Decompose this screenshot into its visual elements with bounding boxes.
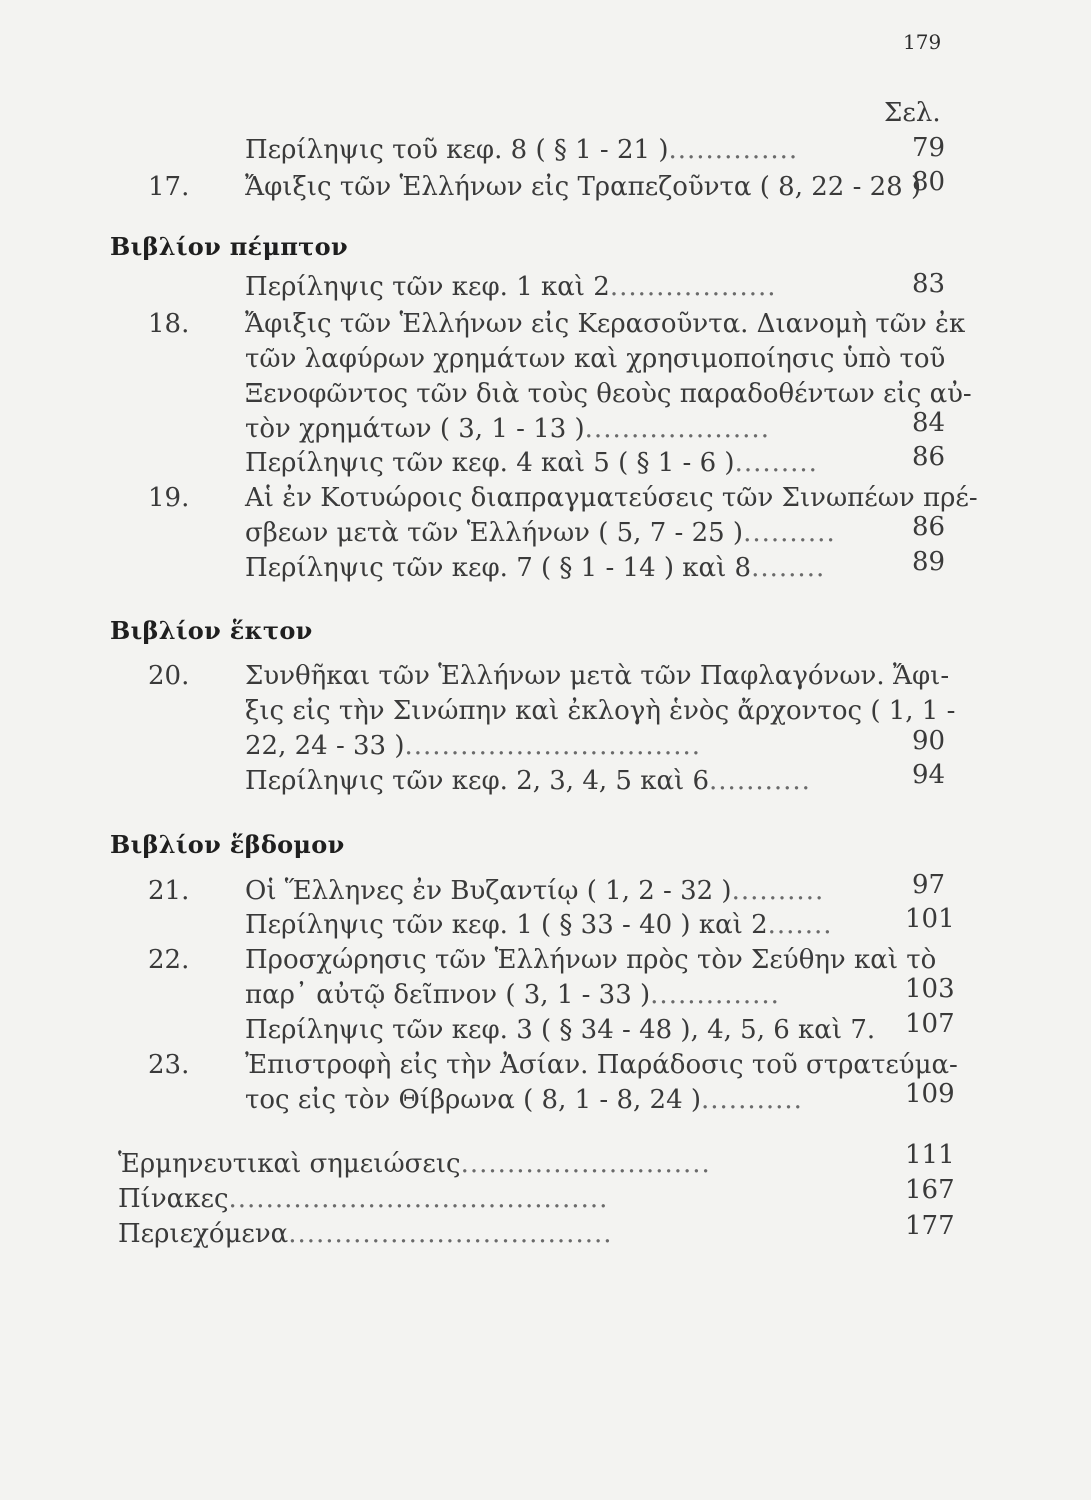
toc-page-number: 83 xyxy=(912,269,946,299)
toc-entry-text: Περίληψις τῶν κεφ. 4 καὶ 5 ( § 1 - 6 ) xyxy=(245,448,735,478)
toc-entry-text: Περίληψις τῶν κεφ. 2, 3, 4, 5 καὶ 6 xyxy=(245,766,710,796)
toc-entry xyxy=(245,1083,803,1117)
toc-entry-text: 22, 24 - 33 ) xyxy=(245,731,405,761)
toc-page-number: 86 xyxy=(912,512,946,542)
toc-entry-text: Πίνακες xyxy=(118,1184,229,1214)
toc-entry xyxy=(245,412,770,446)
toc-entry xyxy=(245,978,780,1012)
toc-entry-number: 19. xyxy=(148,483,190,513)
toc-page-number: 101 xyxy=(905,904,955,934)
toc-entry-text: Ἑρμηνευτικαὶ σημειώσεις xyxy=(118,1149,461,1179)
toc-entry-number: 23. xyxy=(148,1050,190,1080)
toc-entry-text: Περίληψις τῶν κεφ. 7 ( § 1 - 14 ) καὶ 8 xyxy=(245,553,752,583)
toc-entry xyxy=(245,908,833,942)
toc-entry xyxy=(118,1217,613,1251)
toc-page-number: 86 xyxy=(912,442,946,472)
toc-entry-text: Ἄφιξις τῶν Ἑλλήνων εἰς Τραπεζοῦντα ( 8, 22 - 28 ) xyxy=(245,172,922,202)
toc-page-number: 80 xyxy=(912,167,946,197)
toc-page-number: 107 xyxy=(905,1009,955,1039)
toc-entry-number: 22. xyxy=(148,945,190,975)
toc-entry-text: Οἱ Ἕλληνες ἐν Βυζαντίῳ ( 1, 2 - 32 ) xyxy=(245,876,732,906)
leader-dots: .............. xyxy=(668,135,799,165)
toc-entry-text: Περίληψις τῶν κεφ. 1 ( § 33 - 40 ) καὶ 2 xyxy=(245,910,768,940)
toc-page-number: 84 xyxy=(912,408,946,438)
leader-dots: .......... xyxy=(731,876,825,906)
toc-page-number: 177 xyxy=(905,1211,955,1241)
toc-entry-text: Περίληψις τῶν κεφ. 3 ( § 34 - 48 ), 4, 5, 6 καὶ 7. xyxy=(245,1015,876,1045)
section-heading: Βιβλίον ἕβδομον xyxy=(110,830,345,859)
toc-entry-text: Ἐπιστροφὴ εἰς τὴν Ἀσίαν. Παράδοσις τοῦ στρατεύμα- xyxy=(245,1050,958,1080)
toc-entry-number: 18. xyxy=(148,309,190,339)
page-column-header: Σελ. xyxy=(884,98,941,128)
leader-dots: ................................... xyxy=(288,1219,613,1249)
toc-page-number: 97 xyxy=(912,870,946,900)
toc-entry xyxy=(245,551,825,585)
leader-dots: .............. xyxy=(650,980,780,1010)
toc-page-number: 109 xyxy=(905,1079,955,1109)
toc-page-number: 90 xyxy=(912,726,946,756)
toc-page-number: 111 xyxy=(905,1140,955,1170)
leader-dots: ........... xyxy=(709,766,811,796)
toc-entry xyxy=(245,764,811,798)
toc-entry-text: Περίληψις τῶν κεφ. 1 καὶ 2 xyxy=(245,272,610,302)
toc-entry xyxy=(245,133,798,167)
toc-page-number: 89 xyxy=(912,547,946,577)
leader-dots: ......... xyxy=(734,448,818,478)
toc-entry xyxy=(245,516,836,550)
toc-entry-number: 17. xyxy=(148,172,190,202)
toc-entry-text: Ξενοφῶντος τῶν διὰ τοὺς θεοὺς παραδοθέντων εἰς αὐ- xyxy=(245,379,972,409)
toc-entry-text: τὸν χρημάτων ( 3, 1 - 13 ) xyxy=(245,414,585,444)
leader-dots: .................... xyxy=(584,414,770,444)
toc-page-number: 94 xyxy=(912,760,946,790)
leader-dots: .......... xyxy=(743,518,836,548)
toc-entry-number: 21. xyxy=(148,876,190,906)
section-heading: Βιβλίον ἕκτον xyxy=(110,616,313,645)
toc-page-number: 167 xyxy=(905,1175,955,1205)
toc-entry xyxy=(118,1147,711,1181)
toc-entry xyxy=(245,729,701,763)
toc-entry-text: Ἄφιξις τῶν Ἑλλήνων εἰς Κερασοῦντα. Διανομὴ τῶν ἐκ xyxy=(245,309,966,339)
leader-dots: ........................... xyxy=(460,1149,711,1179)
toc-entry-text: ξις εἰς τὴν Σινώπην καὶ ἐκλογὴ ἑνὸς ἄρχοντος ( 1, 1 - xyxy=(245,696,956,726)
toc-entry xyxy=(245,446,818,480)
toc-entry-text: Αἱ ἐν Κοτυώροις διαπραγματεύσεις τῶν Σινωπέων πρέ- xyxy=(245,483,978,513)
leader-dots: .................. xyxy=(609,272,777,302)
toc-page-number: 79 xyxy=(912,133,946,163)
leader-dots: ....... xyxy=(767,910,833,940)
toc-entry-text: τος εἰς τὸν Θίβρωνα ( 8, 1 - 8, 24 ) xyxy=(245,1085,702,1115)
leader-dots: ................................ xyxy=(404,731,701,761)
section-heading: Βιβλίον πέμπτον xyxy=(110,232,348,261)
leader-dots: ........... xyxy=(701,1085,803,1115)
leader-dots: ........ xyxy=(751,553,826,583)
toc-entry-text: Προσχώρησις τῶν Ἑλλήνων πρὸς τὸν Σεύθην καὶ τὸ xyxy=(245,945,937,975)
toc-entry xyxy=(245,270,777,304)
toc-entry-text: παρ᾽ αὐτῷ δεῖπνον ( 3, 1 - 33 ) xyxy=(245,980,651,1010)
leader-dots: ......................................... xyxy=(228,1184,609,1214)
toc-page-number: 103 xyxy=(905,974,955,1004)
toc-entry xyxy=(118,1182,608,1216)
toc-entry-text: Περιεχόμενα xyxy=(118,1219,289,1249)
page-number: 179 xyxy=(903,30,942,54)
toc-entry-text: Συνθῆκαι τῶν Ἑλλήνων μετὰ τῶν Παφλαγόνων. Ἄφι- xyxy=(245,661,950,691)
toc-entry-text: Περίληψις τοῦ κεφ. 8 ( § 1 - 21 ) xyxy=(245,135,669,165)
toc-entry-number: 20. xyxy=(148,661,190,691)
toc-entry-text: σβεων μετὰ τῶν Ἑλλήνων ( 5, 7 - 25 ) xyxy=(245,518,744,548)
toc-entry-text: τῶν λαφύρων χρημάτων καὶ χρησιμοποίησις ὑπὸ τοῦ xyxy=(245,344,946,374)
toc-entry xyxy=(245,874,824,908)
